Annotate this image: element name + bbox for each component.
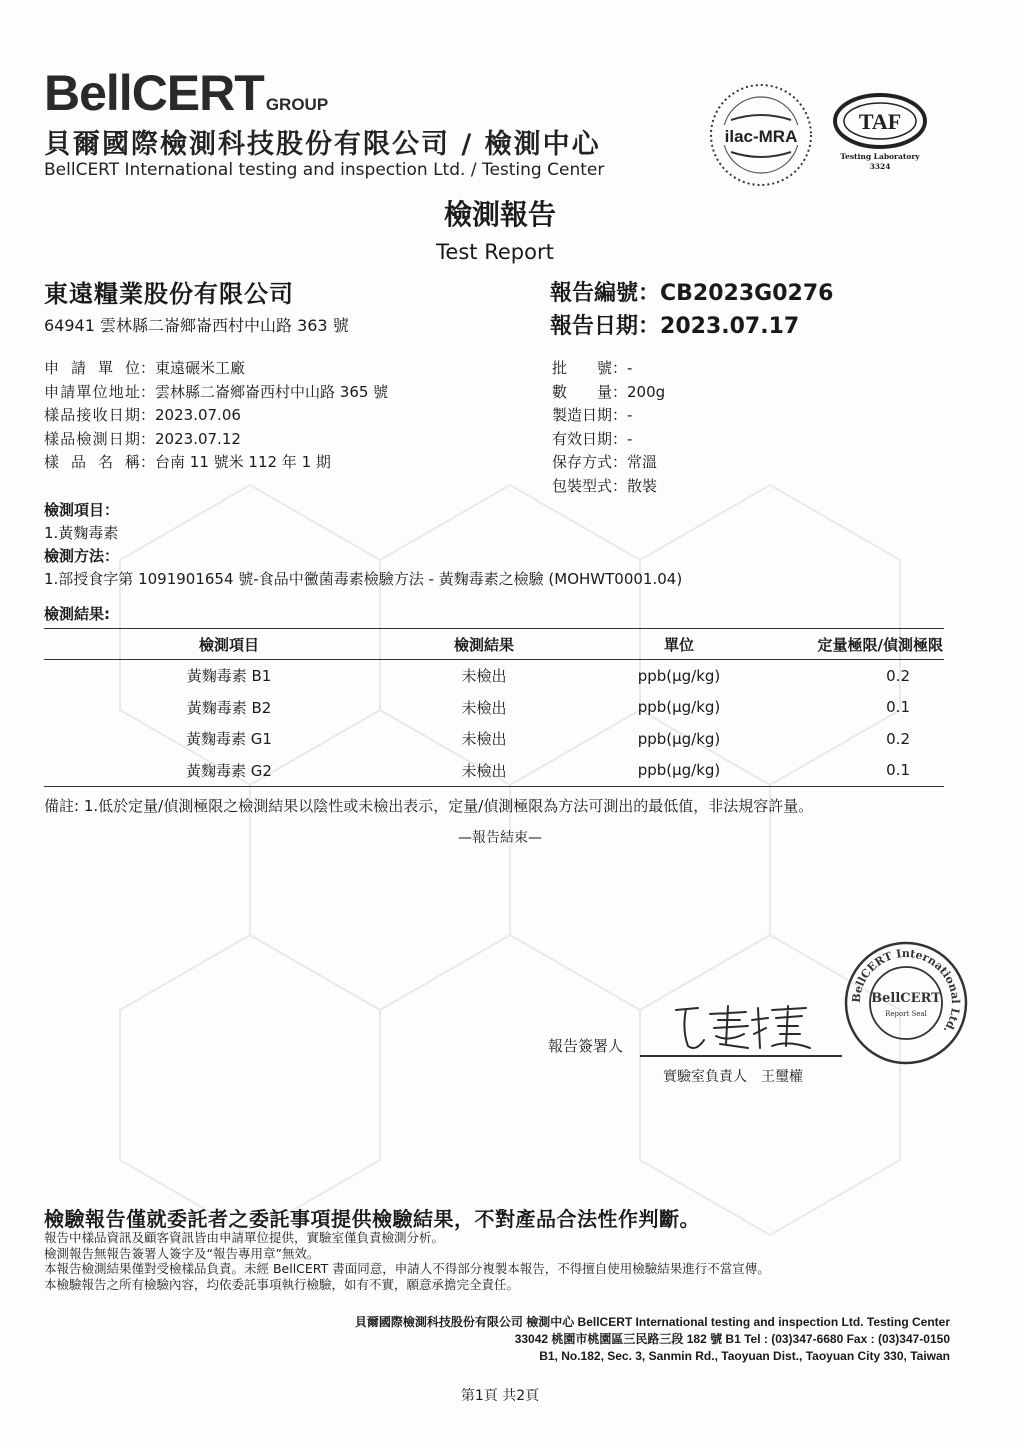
- footer-contact: [355, 1314, 950, 1365]
- cell-result: 未檢出: [414, 755, 554, 787]
- remarks-note: 備註: 1.低於定量/偵測極限之檢測結果以陰性或未檢出表示，定量/偵測極限為方法可測出的最低值，非法規容許量。: [44, 797, 814, 815]
- cell-unit: ppb(µg/kg): [637, 666, 721, 685]
- logo-group-text: GROUP: [265, 95, 329, 114]
- info-row: 申請單位地址：雲林縣二崙鄉崙西村中山路 365 號: [44, 381, 388, 405]
- client-address: 64941 雲林縣二崙鄉崙西村中山路 363 號: [44, 316, 349, 335]
- taf-label: TAF: [858, 109, 902, 134]
- info-row: 保存方式：常溫: [552, 451, 665, 475]
- col-header-item: 檢測項目: [44, 629, 414, 660]
- info-row: 申請單位：東遠碾米工廠: [44, 357, 388, 381]
- sample-info-left: [44, 357, 388, 475]
- info-row: 數量：200g: [552, 381, 665, 405]
- cell-limit: 0.1: [886, 698, 910, 717]
- footer-address-en: B1, No.182, Sec. 3, Sanmin Rd., Taoyuan Dist., Taoyuan City 330, Taiwan: [539, 1349, 950, 1363]
- cell-result: 未檢出: [461, 730, 507, 749]
- info-label: 數量: [552, 382, 612, 401]
- seal-outer-text: BellCERT International Ltd.: [849, 946, 963, 1036]
- taf-caption: Testing Laboratory: [840, 152, 920, 161]
- cell-limit: 0.2: [886, 666, 910, 685]
- info-value: 200g: [627, 382, 666, 401]
- company-name-zh: 貝爾國際檢測科技股份有限公司 / 檢測中心: [44, 129, 601, 160]
- info-value: 2023.07.12: [155, 429, 241, 448]
- test-items-heading: 檢測項目：: [44, 501, 120, 519]
- client-name: 東遠糧業股份有限公司: [44, 280, 294, 308]
- disclaimer-line: 本報告檢測結果僅對受檢樣品負責。未經 BellCERT 書面同意，申請人不得部分複製本報告，不得擅自使用檢驗結果進行不當宣傳。: [44, 1261, 770, 1276]
- info-label: 製造日期: [552, 406, 613, 424]
- col-header-result: 檢測結果: [414, 629, 554, 660]
- info-label: 有效日期: [552, 429, 613, 448]
- test-method-heading: 檢測方法：: [44, 547, 120, 565]
- report-date-value: 2023.07.17: [660, 314, 800, 339]
- info-label: 樣品接收日期: [44, 406, 140, 424]
- disclaimer-line: 檢測報告無報告簽署人簽字及“報告專用章”無效。: [44, 1245, 320, 1261]
- info-value: 東遠碾米工廠: [155, 359, 246, 377]
- report-title-zh: 檢測報告: [443, 198, 556, 231]
- report-number: [550, 276, 833, 307]
- taf-logo: [832, 92, 928, 150]
- info-label: 樣品名稱: [44, 453, 140, 471]
- report-seal-stamp: [843, 940, 969, 1066]
- info-label: 申請單位地址: [44, 382, 140, 401]
- info-value: -: [627, 429, 633, 448]
- cell-item: 黃麴毒素 B2: [186, 698, 272, 717]
- table-header-row: [44, 629, 944, 660]
- info-label: 保存方式: [552, 453, 613, 471]
- table-row: [44, 692, 944, 724]
- info-value: 台南 11 號米 112 年 1 期: [155, 453, 331, 471]
- test-items-text: 1.黃麴毒素: [44, 524, 119, 542]
- report-number-label: 報告編號：: [550, 281, 661, 306]
- signer-label: 報告簽署人: [548, 1037, 624, 1055]
- report-end-mark: —報告結束—: [458, 830, 542, 846]
- col-header-unit: 單位: [554, 629, 804, 660]
- brand-logo: [44, 65, 329, 121]
- cell-item: 黃麴毒素 G1: [186, 730, 272, 749]
- cell-item: 黃麴毒素 B1: [186, 667, 272, 686]
- cell-result: 未檢出: [461, 667, 507, 686]
- disclaimer-headline: 檢驗報告僅就委託者之委託事項提供檢驗結果，不對產品合法性作判斷。: [44, 1207, 700, 1231]
- cell-unit: ppb(µg/kg): [554, 755, 804, 787]
- cell-item: 黃麴毒素 G2: [44, 755, 414, 787]
- cell-result: 未檢出: [461, 698, 507, 717]
- disclaimer-list: [44, 1230, 770, 1292]
- table-row: [44, 723, 944, 755]
- col-header-limit: 定量極限/偵測極限: [804, 629, 944, 660]
- handwritten-signature: [668, 1000, 818, 1055]
- info-value: 雲林縣二崙鄉崙西村中山路 365 號: [155, 382, 389, 401]
- taf-caption-block: [832, 152, 928, 172]
- info-value: 常溫: [627, 453, 658, 471]
- info-label: 申請單位: [44, 359, 140, 377]
- report-date: [550, 309, 799, 340]
- footer-company: 貝爾國際檢測科技股份有限公司 檢測中心 BellCERT International testing and inspection Ltd. Testing Center: [354, 1315, 950, 1329]
- results-table: [44, 628, 944, 787]
- cell-limit: 0.2: [886, 729, 910, 748]
- info-value: 2023.07.06: [155, 406, 241, 424]
- disclaimer-line: 報告中樣品資訊及顧客資訊皆由申請單位提供，實驗室僅負責檢測分析。: [44, 1230, 445, 1245]
- page-number: 第1頁 共2頁: [460, 1388, 540, 1404]
- info-value: -: [627, 359, 633, 377]
- ilac-mra-logo: [706, 80, 816, 190]
- disclaimer-line: 本檢驗報告之所有檢驗內容，均依委託事項執行檢驗，如有不實，願意承擔完全責任。: [44, 1276, 520, 1292]
- table-row: [44, 755, 944, 787]
- info-value: 散裝: [627, 476, 658, 495]
- company-name-en: BellCERT International testing and inspection Ltd. / Testing Center: [44, 160, 605, 180]
- ilac-label: ilac-MRA: [724, 127, 798, 146]
- cell-limit: 0.1: [804, 755, 944, 787]
- info-label: 包裝型式: [552, 476, 613, 495]
- cell-unit: ppb(µg/kg): [637, 729, 721, 748]
- taf-number: 3324: [869, 162, 891, 171]
- info-row: 包裝型式：散裝: [552, 475, 665, 499]
- report-number-value: CB2023G0276: [660, 281, 834, 306]
- info-row: 樣品接收日期：2023.07.06: [44, 404, 388, 428]
- sample-info-right: [552, 357, 665, 498]
- info-row: 製造日期：-: [552, 404, 665, 428]
- lab-responsible-person: 實驗室負責人 王璽權: [663, 1069, 803, 1085]
- results-heading: 檢測結果:: [44, 605, 110, 623]
- cell-unit: ppb(µg/kg): [637, 698, 721, 717]
- report-title-en: Test Report: [436, 240, 554, 264]
- seal-center-text: BellCERT: [871, 991, 941, 1006]
- seal-sub-text: Report Seal: [885, 1010, 927, 1018]
- info-label: 批號: [552, 359, 612, 377]
- info-row: 有效日期：-: [552, 428, 665, 452]
- footer-address-zh: 33042 桃園市桃園區三民路三段 182 號 B1 Tel : (03)347-6680 Fax : (03)347-0150: [514, 1332, 950, 1346]
- info-row: 樣品檢測日期：2023.07.12: [44, 428, 388, 452]
- info-row: 樣品名稱：台南 11 號米 112 年 1 期: [44, 451, 388, 475]
- test-method-text: 1.部授食字第 1091901654 號-食品中黴菌毒素檢驗方法 - 黃麴毒素之檢驗 (MOHWT0001.04): [44, 570, 683, 588]
- report-date-label: 報告日期：: [550, 314, 661, 339]
- info-value: -: [627, 406, 633, 424]
- table-row: [44, 660, 944, 692]
- info-row: 批號：-: [552, 357, 665, 381]
- info-label: 樣品檢測日期: [44, 429, 140, 448]
- logo-wordmark: BellCERT: [44, 65, 264, 121]
- signature-line: [640, 1055, 842, 1057]
